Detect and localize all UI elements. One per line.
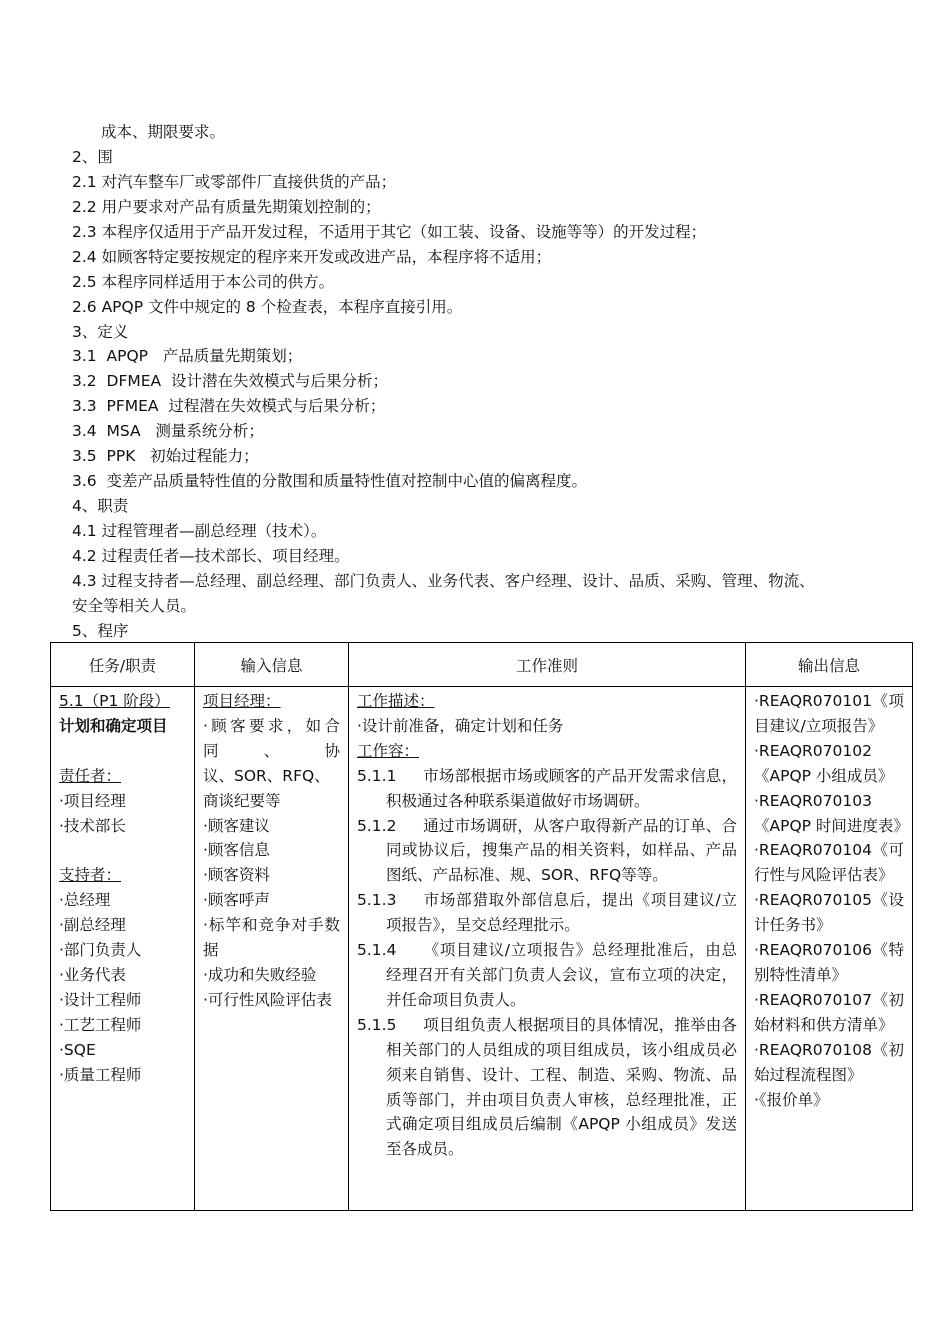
output-item: ·REAQR070104《可行性与风险评估表》 xyxy=(754,841,904,885)
supporter-item: ·部门负责人 xyxy=(59,941,142,960)
responsible-item: ·技术部长 xyxy=(59,816,126,835)
input-item: ·成功和失败经验 xyxy=(203,965,317,984)
output-item: ·REAQR070107《初始材料和供方清单》 xyxy=(754,990,904,1034)
header-input: 输入信息 xyxy=(195,643,349,687)
output-item: ·REAQR070106《特别特性清单》 xyxy=(754,941,904,984)
responsible-label: 责任者： xyxy=(59,766,122,785)
task-stage: 5.1（P1 阶段） xyxy=(59,692,170,710)
criteria-step xyxy=(357,938,737,1013)
step-text: 通过市场调研，从客户取得新产品的订单、合同或协议后，搜集产品的相关资料，如样品、产品图纸、产品标准、规、SOR、RFQ等等。 xyxy=(386,816,737,885)
step-number: 5.1.3 xyxy=(357,891,397,910)
section-heading-definitions: 3、定义 xyxy=(72,323,129,341)
intro-line: 4.2 过程责任者—技术部长、项目经理。 xyxy=(72,547,350,565)
input-item: ·顾客要求，如合 xyxy=(203,716,340,735)
criteria-step xyxy=(357,764,737,814)
step-text: 市场部根据市场或顾客的产品开发需求信息，积极通过各种联系渠道做好市场调研。 xyxy=(386,766,737,810)
step-number: 5.1.4 xyxy=(357,941,397,960)
output-item: ·REAQR070103《APQP 时间进度表》 xyxy=(754,791,909,835)
output-item: ·REAQR070102《APQP 小组成员》 xyxy=(754,741,894,785)
output-item: ·REAQR070105《设计任务书》 xyxy=(754,891,904,935)
supporter-item: ·质量工程师 xyxy=(59,1065,142,1084)
header-output: 输出信息 xyxy=(746,643,913,687)
section-heading-scope: 2、围 xyxy=(72,148,113,166)
supporter-item: ·总经理 xyxy=(59,891,111,910)
input-item: ·顾客资料 xyxy=(203,866,270,885)
input-cell xyxy=(195,687,349,1211)
criteria-step xyxy=(357,888,737,938)
task-cell xyxy=(51,687,195,1211)
table-row xyxy=(51,687,913,1211)
input-item: ·顾客呼声 xyxy=(203,891,270,910)
input-item: ·顾客信息 xyxy=(203,841,270,860)
definition-line: 3.3 PFMEA 过程潜在失效模式与后果分析； xyxy=(72,397,386,415)
step-text: 市场部猎取外部信息后，提出《项目建议/立项报告》，呈交总经理批示。 xyxy=(386,891,737,935)
input-item: ·顾客建议 xyxy=(203,816,270,835)
output-item: ·REAQR070101《项目建议/立项报告》 xyxy=(754,692,904,735)
supporter-item: ·业务代表 xyxy=(59,965,126,984)
intro-line: 2.5 本程序同样适用于本公司的供方。 xyxy=(72,273,335,291)
work-description: ·设计前准备，确定计划和任务 xyxy=(357,716,564,735)
spacer xyxy=(59,739,186,764)
output-item: ·REAQR070108《初始过程流程图》 xyxy=(754,1040,904,1084)
intro-line: 成本、期限要求。 xyxy=(101,123,226,141)
definition-line: 3.2 DFMEA 设计潜在失效模式与后果分析； xyxy=(72,372,388,390)
definition-line: 3.1 APQP 产品质量先期策划； xyxy=(72,347,303,365)
intro-line: 2.4 如顾客特定要按规定的程序来开发或改进产品，本程序将不适用； xyxy=(72,248,552,266)
intro-line: 2.2 用户要求对产品有质量先期策划控制的； xyxy=(72,198,381,216)
header-task: 任务/职责 xyxy=(51,643,195,687)
supporter-label: 支持者： xyxy=(59,866,122,885)
step-text: 项目组负责人根据项目的具体情况，推举由各相关部门的人员组成的项目组成员，该小组成员必须来自销售、设计、工程、制造、采购、物流、品质等部门，并由项目负责人审核，总经理批准，正式确定项目组成员后编制《APQP 小组成员》发送至各成员。 xyxy=(386,1015,737,1159)
intro-line: 2.3 本程序仅适用于产品开发过程，不适用于其它（如工装、设备、设施等等）的开发过程； xyxy=(72,223,707,241)
supporter-item: ·SQE xyxy=(59,1040,96,1059)
input-item: ·可行性风险评估表 xyxy=(203,990,332,1009)
supporter-item: ·副总经理 xyxy=(59,916,126,935)
section-heading-procedure: 5、程序 xyxy=(72,622,129,640)
output-item: ·《报价单》 xyxy=(754,1090,829,1109)
work-content-label: 工作容： xyxy=(357,741,420,760)
criteria-step xyxy=(357,814,737,889)
responsible-item: ·项目经理 xyxy=(59,791,126,810)
intro-line: 4.3 过程支持者—总经理、副总经理、部门负责人、业务代表、客户经理、设计、品质、采购、管理、物流、 xyxy=(72,572,815,590)
supporter-item: ·工艺工程师 xyxy=(59,1015,142,1034)
input-item: 同 、 协 xyxy=(203,741,340,760)
task-title: 计划和确定项目 xyxy=(59,716,168,735)
intro-line: 安全等相关人员。 xyxy=(72,597,197,615)
intro-line: 4.1 过程管理者—副总经理（技术）。 xyxy=(72,522,327,540)
definition-line: 3.4 MSA 测量系统分析； xyxy=(72,422,264,440)
supporter-item: ·设计工程师 xyxy=(59,990,142,1009)
intro-line: 2.1 对汽车整车厂或零部件厂直接供货的产品； xyxy=(72,173,397,191)
table-header-row xyxy=(51,643,913,687)
step-number: 5.1.1 xyxy=(357,766,397,785)
intro-line: 2.6 APQP 文件中规定的 8 个检查表，本程序直接引用。 xyxy=(72,298,463,316)
output-cell xyxy=(746,687,913,1211)
step-text: 《项目建议/立项报告》总经理批准后，由总经理召开有关部门负责人会议，宣布立项的决定，并任命项目负责人。 xyxy=(386,941,737,1009)
input-item: ·标竿和竞争对手数据 xyxy=(203,916,340,960)
definition-line: 3.6 变差产品质量特性值的分散围和质量特性值对控制中心值的偏离程度。 xyxy=(72,472,588,490)
spacer xyxy=(59,838,186,863)
criteria-step xyxy=(357,1013,737,1162)
procedure-table xyxy=(50,642,913,1211)
step-number: 5.1.5 xyxy=(357,1015,397,1034)
definition-line: 3.5 PPK 初始过程能力； xyxy=(72,447,259,465)
criteria-cell xyxy=(349,687,746,1211)
section-heading-responsibilities: 4、职责 xyxy=(72,497,129,515)
header-criteria: 工作准则 xyxy=(349,643,746,687)
work-description-label: 工作描述： xyxy=(357,692,435,710)
step-number: 5.1.2 xyxy=(357,816,397,835)
input-label: 项目经理： xyxy=(203,692,281,710)
input-item: 议、SOR、RFQ、商谈纪要等 xyxy=(203,766,330,810)
